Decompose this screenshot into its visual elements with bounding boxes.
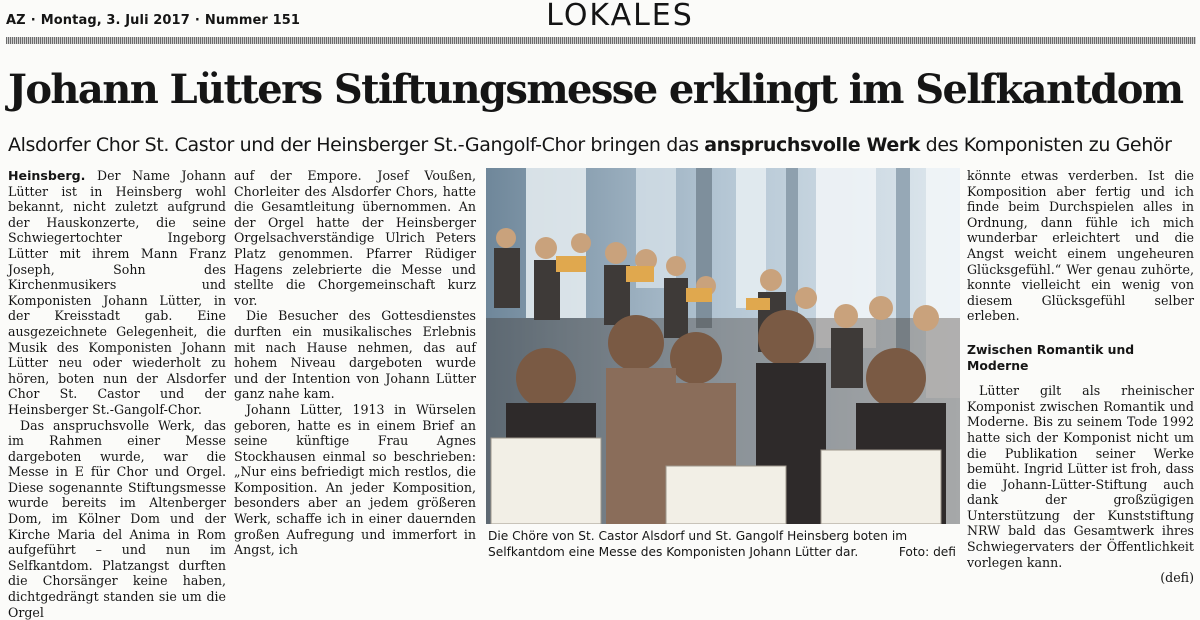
author-credit: (defi)	[967, 570, 1194, 586]
paragraph: Die Besucher des Gottesdienstes durften ein musikalisches Erlebnis mit nach Hause nehmen, das auf hohem Niveau dargeboten wurde und der Intention von Johann Lütter ganz nahe kam.	[234, 308, 476, 402]
subheadline	[8, 133, 1172, 157]
paper-name: AZ	[6, 13, 26, 28]
photo-caption	[488, 528, 956, 560]
paragraph: Lütter gilt als rheinischer Komponist zwischen Romantik und Moderne. Bis zu seinem Tode 1992 hatte sich der Komponist nicht um die Publikation seiner Werke bemüht. Ingrid Lütter ist froh, dass die Johann-Lütter-Stiftung auch dank der großzügigen Unterstützung der Kunststiftung NRW bald das Gesamtwerk ihres Schwiegervaters der Öffentlichkeit vorlegen kann.	[967, 383, 1194, 570]
choir-photo	[486, 168, 960, 524]
headline: Johann Lütters Stiftungsmesse erklingt im Selfkantdom	[8, 68, 1183, 112]
subhead-text-1: Alsdorfer Chor St. Castor und der Heinsberger St.-Gangolf-Chor bringen das	[8, 134, 704, 156]
dateline: Heinsberg.	[8, 168, 85, 183]
issue-number: Nummer 151	[205, 13, 300, 28]
subhead-text-2: des Komponisten zu Gehör	[920, 134, 1171, 156]
sub-heading: Zwischen Romantik und Moderne	[967, 342, 1194, 373]
caption-text: Die Chöre von St. Castor Alsdorf und St. Gangolf Heinsberg boten im Selfkantdom eine Messe des Komponisten Johann Lütter dar.	[488, 529, 907, 559]
issue-date: Montag, 3. Juli 2017	[41, 13, 190, 28]
subhead-emphasis: anspruchsvolle Werk	[704, 134, 920, 156]
article-column-2	[234, 168, 476, 558]
paragraph: Johann Lütter, 1913 in Würselen geboren, hatte es in einem Brief an seine künftige Frau Agnes Stockhausen einmal so beschrieben: „Nur eins befriedigt mich restlos, die Komposition. An jeder Komposition, besonders aber an jedem größeren Werk, schaffe ich in einer dauernden großen Aufregung und immerfort in Angst, ich	[234, 402, 476, 558]
header-rule	[6, 37, 1196, 44]
article-column-3	[967, 168, 1194, 586]
article-column-1	[8, 168, 226, 620]
masthead-info: AZ · Montag, 3. Juli 2017 · Nummer 151	[6, 13, 300, 28]
section-title: LOKALES	[0, 0, 1200, 33]
photo-credit: Foto: defi	[899, 544, 956, 560]
paragraph: auf der Empore. Josef Voußen, Chorleiter des Alsdorfer Chors, hatte die Gesamtleitung übernommen. An der Orgel hatte der Heinsberger Orgelsachverständige Ulrich Peters Platz genommen. Pfarrer Rüdiger Hagens zelebrierte die Messe und stellte die Chorgemeinschaft kurz vor.	[234, 168, 476, 308]
paragraph: könnte etwas verderben. Ist die Komposition aber fertig und ich finde beim Durchspielen alles in Ordnung, dann fühle ich mich wunderbar erleichtert und die Angst weicht einem ungeheuren Glücksgefühl.“ Wer genau zuhörte, konnte vielleicht ein wenig von diesem Glücksgefühl selber erleben.	[967, 168, 1194, 324]
paragraph: Das anspruchsvolle Werk, das im Rahmen einer Messe dargeboten wurde, war die Messe in E für Chor und Orgel. Diese sogenannte Stiftungsmesse wurde bereits im Altenberger Dom, im Kölner Dom und der Kirche Maria del Anima in Rom aufgeführt – und nun im Selfkantdom. Platzangst durften die Chorsänger keine haben, dichtgedrängt standen sie um die Orgel	[8, 418, 226, 620]
paragraph: Heinsberg. Der Name Johann Lütter ist in Heinsberg wohl bekannt, nicht zuletzt aufgrund der Hauskonzerte, die seine Schwiegertochter Ingeborg Lütter mit ihrem Mann Franz Joseph, Sohn des Kirchenmusikers und Komponisten Johann Lütter, in der Kreisstadt gab. Eine ausgezeichnete Gelegenheit, die Musik des Komponisten Johann Lütter neu oder wiederholt zu hören, boten nun der Alsdorfer Chor St. Castor und der Heinsberger St.-Gangolf-Chor.	[8, 168, 226, 418]
choir-illustration	[486, 168, 960, 524]
